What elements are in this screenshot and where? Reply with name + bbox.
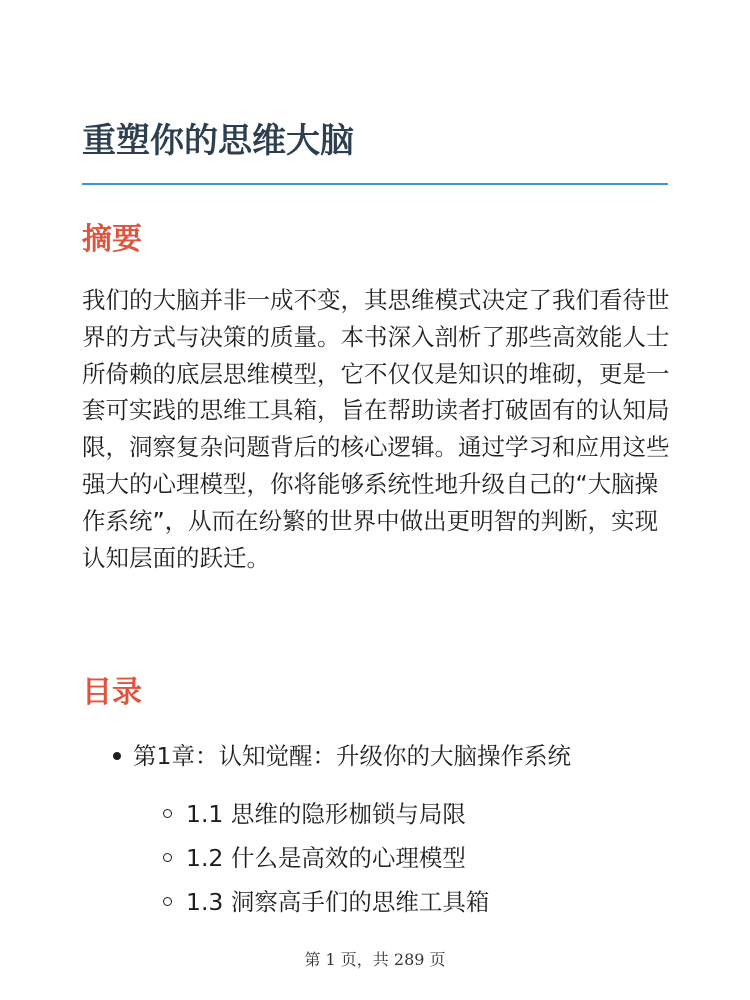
toc-section-1-3[interactable] xyxy=(163,884,489,920)
circle-bullet-icon xyxy=(163,897,172,906)
toc-section-1-1[interactable] xyxy=(163,796,466,832)
abstract-paragraph: 我们的大脑并非一成不变，其思维模式决定了我们看待世界的方式与决策的质量。本书深入剖析了那些高效能人士所倚赖的底层思维模型，它不仅仅是知识的堆砌，更是一套可实践的思维工具箱，旨在帮助读者打破固有的认知局限，洞察复杂问题背后的核心逻辑。通过学习和应用这些强大的心理模型，你将能够系统性地升级自己的“大脑操作系统”，从而在纷繁的世界中做出更明智的判断，实现认知层面的跃迁。 xyxy=(82,286,670,572)
page-number-footer: 第 1 页，共 289 页 xyxy=(304,950,446,969)
bullet-dot-icon xyxy=(113,752,121,760)
circle-bullet-icon xyxy=(163,853,172,862)
toc-section-label: 1.2 什么是高效的心理模型 xyxy=(186,844,466,872)
title-divider xyxy=(82,183,668,185)
book-title: 重塑你的思维大脑 xyxy=(82,121,354,161)
abstract-heading: 摘要 xyxy=(82,222,142,257)
toc-section-1-2[interactable] xyxy=(163,840,466,876)
toc-chapter-1[interactable] xyxy=(113,738,571,774)
toc-section-label: 1.1 思维的隐形枷锁与局限 xyxy=(186,800,466,828)
circle-bullet-icon xyxy=(163,809,172,818)
toc-chapter-label: 第1章：认知觉醒：升级你的大脑操作系统 xyxy=(133,742,571,770)
toc-section-label: 1.3 洞察高手们的思维工具箱 xyxy=(186,888,490,916)
toc-heading: 目录 xyxy=(82,675,142,710)
